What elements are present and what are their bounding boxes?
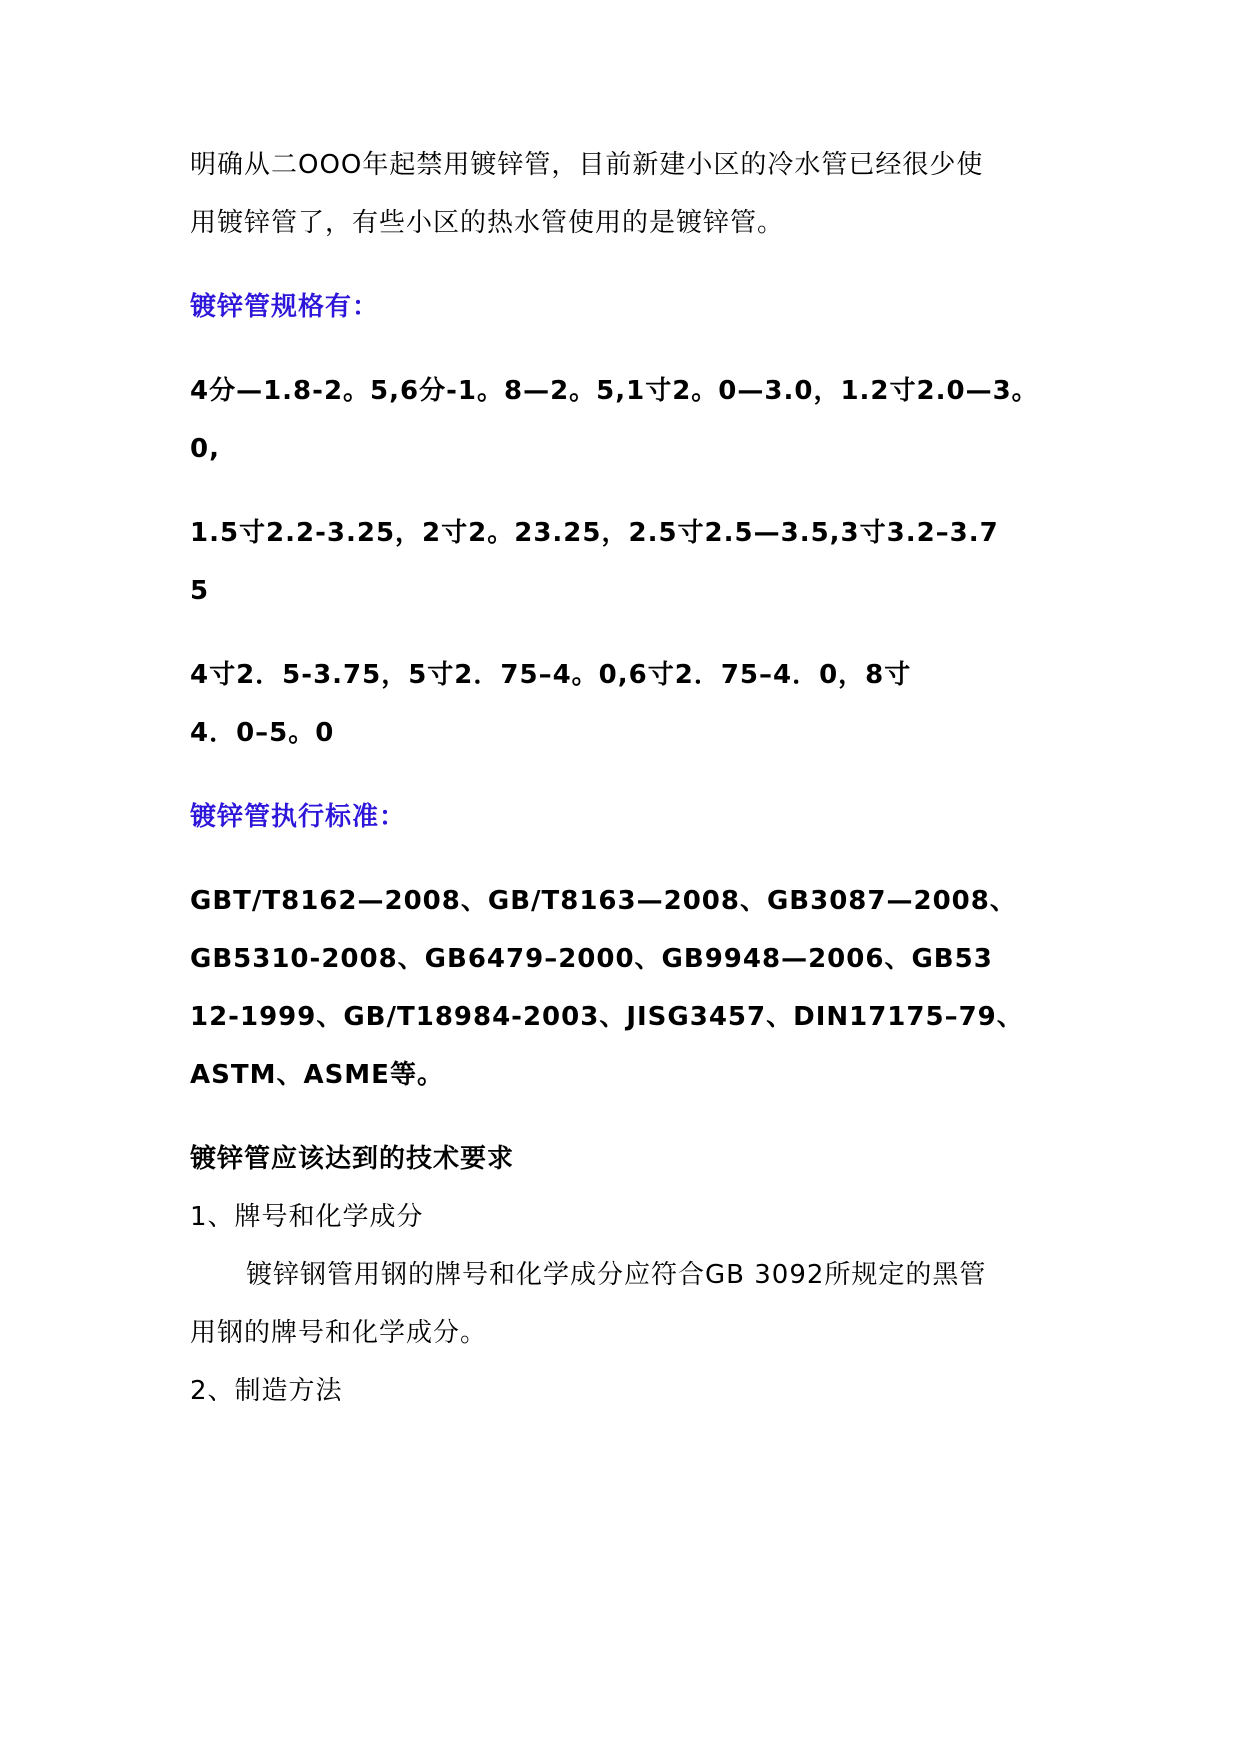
standard-line-3: 12-1999、GB/T18984-2003、JISG3457、DIN17175–79、 bbox=[190, 1002, 1024, 1032]
intro-line-2: 用镀锌管了，有些小区的热水管使用的是镀锌管。 bbox=[190, 208, 785, 238]
spec-line-5: 4寸2．5-3.75，5寸2．75–4。0,6寸2．75–4．0，8寸 bbox=[190, 660, 912, 690]
tech-item-2-title: 2、制造方法 bbox=[190, 1376, 343, 1406]
tech-item-1-title: 1、牌号和化学成分 bbox=[190, 1202, 424, 1232]
spec-line-1: 4分—1.8-2。5,6分-1。8—2。5,1寸2。0—3.0，1.2寸2.0—3。 bbox=[190, 376, 1039, 406]
standard-line-1: GBT/T8162—2008、GB/T8163—2008、GB3087—2008、 bbox=[190, 886, 1017, 916]
spec-line-3: 1.5寸2.2-3.25，2寸2。23.25，2.5寸2.5—3.5,3寸3.2–3.7 bbox=[190, 518, 999, 548]
standard-line-4: ASTM、ASME等。 bbox=[190, 1060, 444, 1090]
intro-line-1: 明确从二OOO年起禁用镀锌管，目前新建小区的冷水管已经很少使 bbox=[190, 150, 984, 180]
tech-item-1-body-2: 用钢的牌号和化学成分。 bbox=[190, 1318, 488, 1348]
standard-heading: 镀锌管执行标准： bbox=[190, 802, 407, 832]
spec-line-2: 0, bbox=[190, 434, 220, 464]
spec-heading: 镀锌管规格有： bbox=[190, 292, 380, 322]
tech-item-1-body-1: 镀锌钢管用钢的牌号和化学成分应符合GB 3092所规定的黑管 bbox=[246, 1260, 987, 1290]
spec-line-6: 4．0–5。0 bbox=[190, 718, 335, 748]
standard-line-2: GB5310-2008、GB6479–2000、GB9948—2006、GB53 bbox=[190, 944, 993, 974]
spec-line-4: 5 bbox=[190, 576, 210, 606]
tech-heading: 镀锌管应该达到的技术要求 bbox=[190, 1144, 515, 1174]
